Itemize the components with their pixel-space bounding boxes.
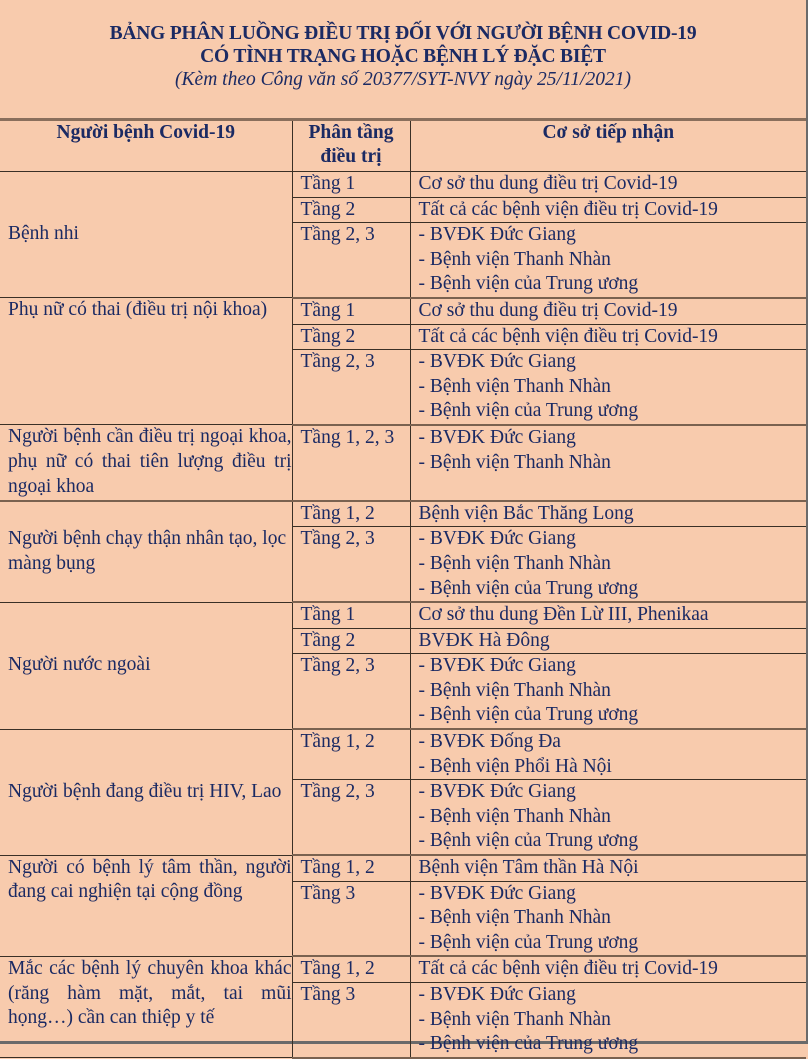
- treatment-level-cell: Tầng 1, 2, 3: [292, 425, 410, 501]
- facility-item: - BVĐK Đống Đa: [418, 731, 561, 753]
- treatment-level-cell: Tầng 2, 3: [292, 223, 410, 298]
- facility-item: - Bệnh viện Thanh Nhàn: [418, 805, 611, 827]
- receiving-facility-cell: [410, 881, 806, 956]
- receiving-facility-cell: [410, 527, 806, 602]
- receiving-facility-cell: [410, 324, 806, 350]
- facility-item: - Bệnh viện của Trung ương: [418, 577, 639, 599]
- facility-item: Tất cả các bệnh viện điều trị Covid-19: [418, 325, 718, 347]
- facility-item: - BVĐK Đức Giang: [418, 351, 576, 373]
- facility-item: - BVĐK Đức Giang: [418, 655, 576, 677]
- treatment-level-cell: Tầng 2, 3: [292, 527, 410, 602]
- treatment-level-cell: Tầng 2: [292, 324, 410, 350]
- receiving-facility-cell: [410, 602, 806, 628]
- facility-item: - Bệnh viện Thanh Nhàn: [418, 248, 611, 270]
- receiving-facility-cell: [410, 855, 806, 881]
- receiving-facility-cell: [410, 780, 806, 855]
- facility-item: Tất cả các bệnh viện điều trị Covid-19: [418, 958, 718, 980]
- treatment-level-cell: Tầng 1, 2: [292, 855, 410, 881]
- patient-group-cell: Bệnh nhi: [0, 172, 292, 298]
- treatment-level-cell: Tầng 3: [292, 881, 410, 956]
- treatment-level-cell: Tầng 1: [292, 172, 410, 198]
- treatment-level-cell: Tầng 2, 3: [292, 780, 410, 855]
- treatment-level-cell: Tầng 2, 3: [292, 350, 410, 425]
- facility-item: - BVĐK Đức Giang: [418, 224, 576, 246]
- treatment-level-cell: Tầng 2: [292, 628, 410, 654]
- facility-item: - BVĐK Đức Giang: [418, 528, 576, 550]
- table-row: [0, 602, 806, 628]
- receiving-facility-cell: [410, 223, 806, 298]
- facility-item: - Bệnh viện của Trung ương: [418, 273, 639, 295]
- document-title-line-1: BẢNG PHÂN LUỒNG ĐIỀU TRỊ ĐỐI VỚI NGƯỜI BỆNH COVID-19: [109, 23, 697, 44]
- treatment-level-cell: Tầng 3: [292, 983, 410, 1058]
- table-row: [0, 298, 806, 324]
- table-row: [0, 501, 806, 527]
- treatment-level-cell: Tầng 1: [292, 602, 410, 628]
- facility-item: - Bệnh viện Thanh Nhàn: [418, 451, 611, 473]
- table-row: [0, 855, 806, 881]
- facility-item: - Bệnh viện Thanh Nhàn: [418, 907, 611, 929]
- document-subtitle: (Kèm theo Công văn số 20377/SYT-NVY ngày 25/11/2021): [175, 69, 631, 90]
- blank-line: [419, 475, 807, 500]
- receiving-facility-cell: [410, 197, 806, 223]
- table-row: [0, 425, 806, 501]
- receiving-facility-cell: [410, 172, 806, 198]
- receiving-facility-cell: [410, 501, 806, 527]
- treatment-level-cell: Tầng 1, 2: [292, 729, 410, 780]
- facility-item: Bệnh viện Tâm thần Hà Nội: [418, 857, 639, 879]
- receiving-facility-cell: [410, 983, 806, 1058]
- treatment-routing-table: [0, 118, 806, 1059]
- patient-group-cell: Phụ nữ có thai (điều trị nội khoa): [0, 298, 292, 425]
- facility-item: - Bệnh viện Thanh Nhàn: [418, 375, 611, 397]
- facility-item: - BVĐK Đức Giang: [418, 426, 576, 448]
- facility-item: Cơ sở thu dung điều trị Covid-19: [418, 299, 678, 321]
- patient-group-cell: Mắc các bệnh lý chuyên khoa khác (răng hàm mặt, mắt, tai mũi họng…) cần can thiệp y tế: [0, 956, 292, 1057]
- receiving-facility-cell: [410, 628, 806, 654]
- receiving-facility-cell: [410, 729, 806, 780]
- receiving-facility-cell: [410, 654, 806, 729]
- treatment-level-cell: Tầng 2, 3: [292, 654, 410, 729]
- facility-item: Cơ sở thu dung điều trị Covid-19: [418, 173, 678, 194]
- document-title-line-2: CÓ TÌNH TRẠNG HOẶC BỆNH LÝ ĐẶC BIỆT: [200, 46, 606, 67]
- facility-item: Cơ sở thu dung Đền Lừ III, Phenikaa: [418, 604, 709, 626]
- facility-item: Tất cả các bệnh viện điều trị Covid-19: [418, 198, 718, 220]
- patient-group-cell: Người có bệnh lý tâm thần, người đang cai nghiện tại cộng đồng: [0, 855, 292, 956]
- facility-item: - Bệnh viện Thanh Nhàn: [418, 1008, 611, 1030]
- facility-item: Bệnh viện Bắc Thăng Long: [418, 502, 634, 524]
- treatment-level-cell: Tầng 1: [292, 298, 410, 324]
- receiving-facility-cell: [410, 425, 806, 501]
- facility-item: BVĐK Hà Đông: [418, 629, 550, 651]
- receiving-facility-cell: [410, 956, 806, 982]
- treatment-level-cell: Tầng 2: [292, 197, 410, 223]
- table-header-row: [0, 120, 806, 172]
- facility-item: - Bệnh viện Thanh Nhàn: [418, 552, 611, 574]
- header-level: [292, 120, 410, 172]
- receiving-facility-cell: [410, 350, 806, 425]
- header-facility: Cơ sở tiếp nhận: [410, 120, 806, 172]
- table-row: [0, 956, 806, 982]
- facility-item: - BVĐK Đức Giang: [418, 882, 576, 904]
- facility-item: - Bệnh viện của Trung ương: [418, 1033, 639, 1055]
- receiving-facility-cell: [410, 298, 806, 324]
- facility-item: - Bệnh viện của Trung ương: [418, 704, 639, 726]
- table-row: [0, 729, 806, 780]
- header-level-line-2: điều trị: [320, 146, 382, 167]
- facility-item: - Bệnh viện Thanh Nhàn: [418, 679, 611, 701]
- patient-group-cell: Người nước ngoài: [0, 602, 292, 729]
- header-level-line-1: Phân tầng: [308, 122, 394, 143]
- facility-item: - Bệnh viện của Trung ương: [418, 830, 639, 852]
- patient-group-cell: Người bệnh đang điều trị HIV, Lao: [0, 729, 292, 855]
- facility-item: - Bệnh viện Phổi Hà Nội: [418, 755, 612, 777]
- patient-group-cell: Người bệnh chạy thận nhân tạo, lọc màng bụng: [0, 501, 292, 602]
- facility-item: - BVĐK Đức Giang: [418, 984, 576, 1005]
- patient-group-cell: Người bệnh cần điều trị ngoại khoa, phụ nữ có thai tiên lượng điều trị ngoại khoa: [0, 425, 292, 501]
- document-header: [0, 22, 806, 92]
- facility-item: - BVĐK Đức Giang: [418, 781, 576, 803]
- table-body: [0, 172, 806, 1058]
- table-row: [0, 172, 806, 198]
- treatment-level-cell: Tầng 1, 2: [292, 956, 410, 982]
- facility-item: - Bệnh viện của Trung ương: [418, 931, 639, 953]
- facility-item: - Bệnh viện của Trung ương: [418, 400, 639, 422]
- header-patient: Người bệnh Covid-19: [0, 120, 292, 172]
- treatment-level-cell: Tầng 1, 2: [292, 501, 410, 527]
